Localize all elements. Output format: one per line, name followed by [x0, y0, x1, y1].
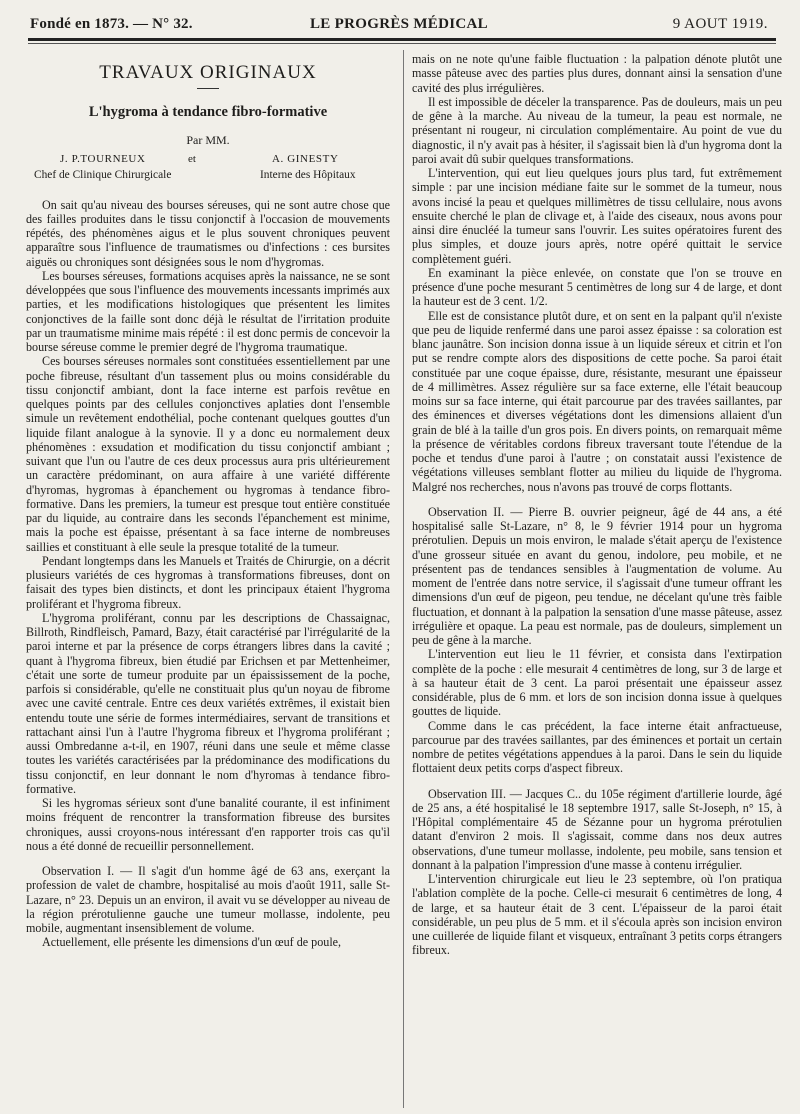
paragraph: Si les hygromas sérieux sont d'une banalité courante, il est infiniment moins fréquent de rencontrer la transformation fibreuse des bursites chroniques, aussi croyons-nous intéressant d'en rapporter trois cas qu'il nous a été donné de recueillir personnellement.: [26, 796, 390, 853]
paragraph: On sait qu'au niveau des bourses séreuses, qui ne sont autre chose que des failles produites dans le tissu conjonctif à l'occasion de mouvements répétés, des phénomènes aigus et le plus souvent chroniques peuvent apparaître sous l'influence de traumatismes ou d'infections : ces bursites aiguës ou chroniques sont désignées sous le nom d'hygromas.: [26, 197, 390, 269]
paragraph: Ces bourses séreuses normales sont constituées essentiellement par une poche fibreuse, résultant d'un tassement plus ou moins considérable du tissu conjonctif ambiant, dont la face interne est parfois revêtue en quelques points par des cellules conjonctives aplaties dont l'ensemble simule un revêtement endothélial, poche contenant quelques gouttes d'un liquide filant analogue à la synovie. Il y a donc eu normalement deux phénomènes : exsudation et modification du tissu conjonctif ambiant ; suivant que l'un ou l'autre de ces deux processus aura pris ultérieurement un caractère prédominant, on aura affaire à une variété différente d'hyromas, hygromas à épanchement ou hygromas à tendance fibro-formative. Dans les premiers, la tumeur est presque tout entière constituée par du liquide, au contraire dans les seconds l'épanchement est minime, mais la poche est épaisse, présentant à sa face interne de nombreuses saillies et constituant à elle seule la presque totalité de la tumeur.: [26, 354, 390, 554]
paragraph: Comme dans le cas précédent, la face interne était anfractueuse, parcourue par des travées saillantes, par des éminences et portait un certain nombre de petites végétations appendues à la paroi. Dans le sein du liquide flottaient deux petits corps d'aspect fibreux.: [412, 718, 782, 776]
paragraph: En examinant la pièce enlevée, on constate que l'on se trouve en présence d'une poche mesurant 5 centimètres de long sur 4 de large, et dont la hauteur est de 3 cent. 1/2.: [412, 265, 782, 309]
paragraph: Il est impossible de déceler la transparence. Pas de douleurs, mais un peu de gêne à la marche. Au niveau de la tumeur, la peau est normale, ne présentant ni rougeur, ni circulation complémentaire. Au point de vue du diagnostic, il n'y avait pas à hésiter, il s'agissait bien là d'un hygroma dont la paroi avait dû subir quelques transformations.: [412, 94, 782, 166]
paragraph: L'intervention eut lieu le 11 février, et consista dans l'extirpation complète de la poche : elle mesurait 4 centimètres de long, sur 3 de large et à sa hauteur était de 3 cent. La paroi présentait une épaisseur assez considérable, plus de 6 mm. et lors de son incision donna issue à quelques gouttes de liquide.: [412, 647, 782, 719]
paragraph: Actuellement, elle présente les dimensions d'un œuf de poule,: [42, 935, 342, 950]
paragraph: L'intervention, qui eut lieu quelques jours plus tard, fut extrêmement simple : par une incision médiane faite sur le sommet de la tumeur, nous avons incisé la peau et quelques millimètres de tissu cellulaire, nous avons ensuite cherché le plan de clivage et, à l'aide des ciseaux, nous avons pour ainsi dire énucléé la tumeur sans l'ouvrir. Les suites opératoires furent des plus simples, et douze jours après, notre opéré quittait le service complètement guéri.: [412, 166, 782, 266]
header-date: 9 AOUT 1919.: [672, 16, 768, 32]
author-names: [26, 152, 390, 168]
author-1-name: J. P.TOURNEUX: [60, 152, 146, 165]
article-title: L'hygroma à tendance fibro-formative: [88, 104, 328, 120]
header-founded: Fondé en 1873. — N° 32.: [30, 16, 193, 32]
author-affiliations: [26, 168, 390, 198]
author-2-role: Interne des Hôpitaux: [260, 168, 356, 181]
header-rule-thin: [28, 43, 776, 44]
author-separator: et: [188, 152, 196, 165]
paragraph-continued: mais on ne note qu'une faible fluctuation : la palpation dénote plutôt une masse pâteuse avec des parties plus dures, donnant ainsi la sensation d'une cavité des plus irrégulières.: [412, 52, 782, 95]
paragraph: Pendant longtemps dans les Manuels et Traités de Chirurgie, on a décrit plusieurs variétés de ces hygromas à transformations fibreuses, dont on faisait des types bien distincts, et dont les principaux étaient l'hygroma proliférant et l'hygroma fibreux.: [26, 553, 390, 611]
right-column: [412, 52, 782, 958]
paragraph: Elle est de consistance plutôt dure, et on sent en la palpant qu'il n'existe que peu de liquide renfermé dans une paroi assez épaisse : sa coloration est blanc jaunâtre. Son incision donna issue à un liquide séreux et citrin et l'on put se rendre compte alors des dispositions de cette poche. Sa paroi était constituée par une coque épaisse, dure, résistante, mesurant une épaisseur de 4 millimètres. Assez régulière sur sa face externe, elle l'était beaucoup moins sur sa face interne, qui était parcourue par des travées saillantes, par des éminences et diverses végétations dont les dimensions allaient d'un grain de blé à la taille d'un gros pois. En divers points, on remarquait même la présence de véritables cordons fibreux traversant toute l'étendue de la poche et tendus d'une paroi à l'autre ; on constatait aussi l'existence de végétations villeuses semblant flotter au milieu du liquide de l'hygroma. Malgré nos recherches, nous n'avons pas trouvé de corps flottants.: [412, 308, 782, 494]
header-journal-title: LE PROGRÈS MÉDICAL: [310, 16, 488, 32]
running-header: [30, 12, 768, 38]
byline-intro: Par MM.: [186, 133, 230, 148]
section-title: TRAVAUX ORIGINAUX: [99, 62, 317, 83]
section-rule: [197, 88, 219, 89]
observation-3-paragraph: Observation III. — Jacques C.. du 105e régiment d'artillerie lourde, âgé de 25 ans, a été hospitalisé le 18 septembre 1917, salle St-Joseph, n° 15, à l'Hôpital complémentaire 45 de Sézanne pour un hygroma prérotulien datant d'environ 2 mois. Il s'agissait, comme dans nos deux autres observations, d'une tumeur mollasse, indolente, peu mobile, sans tension et donnant à la palpation l'impression d'une masse à contenu irrégulier.: [412, 786, 782, 872]
left-column: [26, 56, 390, 950]
header-rule-thick: [28, 38, 776, 41]
paragraph: L'intervention chirurgicale eut lieu le 23 septembre, où l'on pratiqua l'ablation complète de la poche. Celle-ci mesurait 6 centimètres de long, 4 de large, et sa hauteur était de 3 cent. L'épaisseur de la paroi était considérable, un peu plus de 5 mm. et il s'écoula après son incision environ une cuillerée de liquide filant et visqueux, entraînant 3 petits corps étrangers fibreux.: [412, 872, 782, 958]
author-2-name: A. GINESTY: [272, 152, 339, 165]
author-1-role: Chef de Clinique Chirurgicale: [34, 168, 172, 181]
observation-1-paragraph: Observation I. — Il s'agit d'un homme âgé de 63 ans, exerçant la profession de valet de chambre, hospitalisé au mois d'août 1911, salle St-Lazare, n° 23. Depuis un an environ, il avait vu se développer au niveau de la région prérotulienne gauche une tumeur mollasse, indolente, peu mobile, augmentant insensiblement de volume.: [26, 864, 390, 935]
observation-2-paragraph: Observation II. — Pierre B. ouvrier peigneur, âgé de 44 ans, a été hospitalisé salle St-Lazare, n° 8, le 9 février 1914 pour un hygroma prérotulien. Depuis un mois environ, le malade s'était aperçu de l'existence d'une grosseur située en avant du genou, indolore, peu mobile, et ne présentent pas de tendances sensibles à l'augmentation de volume. Au moment de l'entrée dans notre service, il s'agissait d'une tumeur offrant les dimensions d'un œuf de pigeon, peu tendue, ne décelant qu'une très faible fluctuation, et donnant à la palpation la sensation d'une masse pâteuse, assez irrégulière et opaque. La peau est normale, pas de douleurs, simplement un peu de gêne à la marche.: [412, 504, 782, 647]
column-divider: [403, 50, 404, 1108]
paragraph: L'hygroma proliférant, connu par les descriptions de Chassaignac, Billroth, Rindfleisch, Pamard, Bazy, était caractérisé par l'irrégularité de la paroi interne et par la présence de corps étrangers libres dans la cavité ; quant à l'hygroma fibreux, bien étudié par Erichsen et par Mettenheimer, c'était une sorte de tumeur produite par un épaississement de la poche, parfois si considérable, qu'elle ne constituait plus qu'un noyau de fibrome avec une cavité centrale. Entre ces deux variétés extrêmes, il existait bien entendu toute une série de formes intermédiaires, servant de transitions et rattachant ainsi l'un à l'autre l'hygroma fibreux et l'hygroma proliférant ; aussi Ombredanne a-t-il, en 1907, réuni dans une seule et même classe toutes les variétés caractérisées par la prédominance des modifications du tissu conjonctif, en leur donnant le nom d'hyromas à tendance fibro-formative.: [26, 610, 390, 796]
paragraph: Les bourses séreuses, formations acquises après la naissance, ne se sont développées que sous l'influence des mouvements incessants imprimés aux parties, et les modifications histologiques que présentent les limites conjonctives de la faille sont donc déjà le résultat de l'irritation produite par un traumatisme minime mais répété : il est donc permis de concevoir la bourse séreuse comme le premier degré de l'hygroma traumatique.: [26, 268, 390, 354]
